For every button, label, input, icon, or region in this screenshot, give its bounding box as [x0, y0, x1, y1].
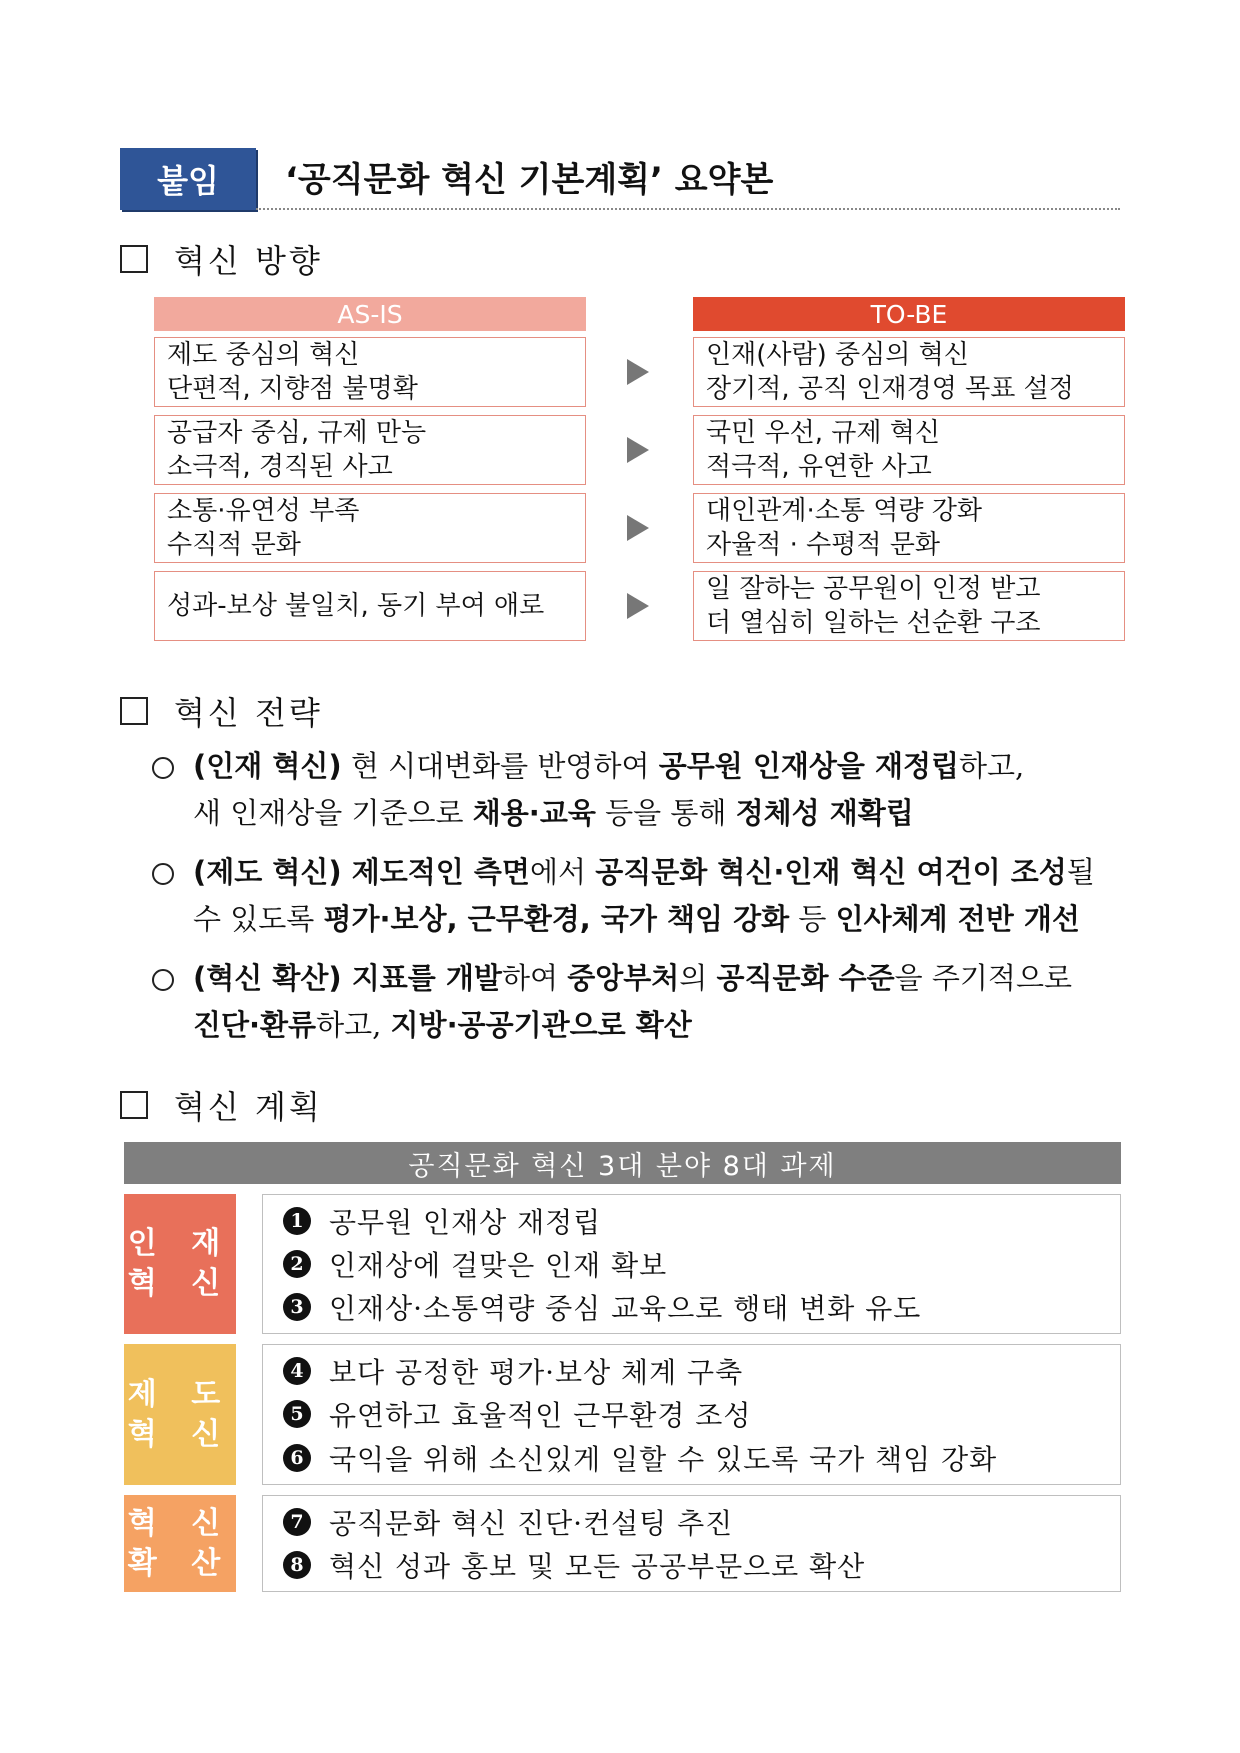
tobe-line: 대인관계·소통 역량 강화 — [706, 496, 982, 526]
strategy-emphasis: (인재 혁신) — [193, 749, 342, 783]
strategy-text-line — [193, 789, 1123, 837]
strategy-emphasis: 공직문화 수준 — [716, 961, 895, 995]
asis-box — [154, 493, 586, 563]
tobe-line: 장기적, 공직 인재경영 목표 설정 — [706, 374, 1074, 404]
strategy-emphasis: 공무원 인재상을 재정립 — [658, 749, 960, 783]
arrow-right-icon — [627, 515, 649, 541]
task-text: 공무원 인재상 재정립 — [329, 1205, 602, 1239]
number-circle-icon: 6 — [283, 1444, 311, 1472]
strategy-emphasis: (제도 혁신) 제도적인 측면 — [193, 855, 530, 889]
title-divider — [256, 208, 1120, 210]
asis-box — [154, 571, 586, 641]
task-text: 국익을 위해 소신있게 일할 수 있도록 국가 책임 강화 — [329, 1443, 998, 1477]
strategy-emphasis: 중앙부처 — [567, 961, 680, 995]
tobe-line: 더 열심히 일하는 선순환 구조 — [706, 608, 1041, 638]
section-plan-heading — [120, 1082, 323, 1128]
checkbox-bullet-icon — [120, 245, 148, 273]
strategy-text-line — [193, 895, 1123, 943]
tobe-box — [693, 571, 1125, 641]
section-direction-heading — [120, 236, 323, 282]
strategy-text: 등을 통해 — [595, 796, 736, 830]
asis-box — [154, 337, 586, 407]
asis-line: 소극적, 경직된 사고 — [167, 452, 393, 482]
section-strategy-label: 혁신 전략 — [174, 694, 323, 732]
asis-line: 소통·유연성 부족 — [167, 496, 360, 526]
arrow-right-icon — [627, 593, 649, 619]
number-circle-icon: 8 — [283, 1551, 311, 1579]
attachment-badge: 붙임 — [120, 148, 256, 210]
category-label-line: 인 재 — [127, 1226, 233, 1261]
task-text: 보다 공정한 평가·보상 체계 구축 — [329, 1355, 744, 1389]
arrow-right-icon — [627, 359, 649, 385]
number-circle-icon: 3 — [283, 1293, 311, 1321]
strategy-text: 현 시대변화를 반영하여 — [341, 749, 659, 783]
task-box — [262, 1194, 1121, 1334]
checkbox-bullet-icon — [120, 697, 148, 725]
strategy-text: 하여 — [501, 961, 568, 995]
task-item — [283, 1351, 1100, 1391]
strategy-text-line — [193, 742, 1123, 790]
tobe-line: 적극적, 유연한 사고 — [706, 452, 932, 482]
number-circle-icon: 4 — [283, 1357, 311, 1385]
asis-line: 성과-보상 불일치, 동기 부여 애로 — [167, 591, 545, 621]
task-item — [283, 1438, 1100, 1478]
tobe-header: TO-BE — [693, 297, 1125, 331]
category-label — [124, 1495, 236, 1592]
asis-line: 수직적 문화 — [167, 530, 301, 560]
strategy-emphasis: 채용·교육 — [472, 796, 596, 830]
arrow-right-icon — [627, 437, 649, 463]
task-text: 인재상·소통역량 중심 교육으로 행태 변화 유도 — [329, 1292, 922, 1326]
task-text: 혁신 성과 홍보 및 모든 공공부문으로 확산 — [329, 1550, 866, 1584]
number-circle-icon: 2 — [283, 1250, 311, 1278]
tobe-line: 인재(사람) 중심의 혁신 — [706, 340, 969, 370]
plan-table-header: 공직문화 혁신 3대 분야 8대 과제 — [124, 1142, 1121, 1184]
checkbox-bullet-icon — [120, 1091, 148, 1119]
task-box — [262, 1495, 1121, 1592]
task-item — [283, 1545, 1100, 1585]
circle-bullet-icon — [152, 757, 174, 779]
category-label — [124, 1194, 236, 1334]
asis-line: 제도 중심의 혁신 — [167, 340, 360, 370]
tobe-box — [693, 337, 1125, 407]
task-item — [283, 1287, 1100, 1327]
category-label-line: 혁 신 — [127, 1505, 233, 1541]
strategy-text: 하고, — [316, 1008, 391, 1042]
tobe-line: 일 잘하는 공무원이 인정 받고 — [706, 574, 1041, 604]
strategy-text-line — [193, 954, 1123, 1002]
strategy-text: 될 — [1066, 855, 1095, 889]
category-label-line: 혁 신 — [127, 1266, 233, 1301]
asis-line: 공급자 중심, 규제 만능 — [167, 418, 427, 448]
strategy-text: 하고, — [959, 749, 1025, 783]
strategy-emphasis: (혁신 확산) 지표를 개발 — [193, 961, 502, 995]
category-label-line: 혁 신 — [127, 1416, 233, 1452]
category-label — [124, 1344, 236, 1485]
strategy-emphasis: 진단·환류 — [193, 1008, 317, 1042]
asis-line: 단편적, 지향점 불명확 — [167, 374, 418, 404]
category-label-line: 제 도 — [127, 1376, 233, 1412]
strategy-text: 등 — [789, 902, 836, 936]
asis-box — [154, 415, 586, 485]
task-text: 유연하고 효율적인 근무환경 조성 — [329, 1399, 752, 1433]
strategy-emphasis: 인사체계 전반 개선 — [835, 902, 1080, 936]
tobe-line: 자율적 · 수평적 문화 — [706, 530, 940, 560]
strategy-text-line — [193, 848, 1123, 896]
circle-bullet-icon — [152, 863, 174, 885]
section-strategy-heading — [120, 688, 323, 734]
strategy-text: 새 인재상을 기준으로 — [193, 796, 473, 830]
strategy-emphasis: 평가·보상, 근무환경, 국가 책임 강화 — [323, 902, 790, 936]
task-box — [262, 1344, 1121, 1485]
strategy-text: 의 — [679, 961, 717, 995]
tobe-box — [693, 415, 1125, 485]
section-direction-label: 혁신 방향 — [174, 242, 323, 280]
strategy-text: 에서 — [529, 855, 596, 889]
circle-bullet-icon — [152, 969, 174, 991]
asis-header: AS-IS — [154, 297, 586, 331]
strategy-text: 을 주기적으로 — [894, 961, 1072, 995]
tobe-box — [693, 493, 1125, 563]
task-text: 인재상에 걸맞은 인재 확보 — [329, 1248, 668, 1282]
section-plan-label: 혁신 계획 — [174, 1088, 323, 1126]
strategy-emphasis: 정체성 재확립 — [735, 796, 914, 830]
number-circle-icon: 5 — [283, 1400, 311, 1428]
strategy-text: 수 있도록 — [193, 902, 324, 936]
strategy-emphasis: 공직문화 혁신·인재 혁신 여건이 조성 — [595, 855, 1067, 889]
task-text: 공직문화 혁신 진단·컨설팅 추진 — [329, 1506, 734, 1540]
number-circle-icon: 7 — [283, 1508, 311, 1536]
task-item — [283, 1201, 1100, 1241]
strategy-emphasis: 지방·공공기관으로 확산 — [390, 1008, 692, 1042]
tobe-line: 국민 우선, 규제 혁신 — [706, 418, 940, 448]
number-circle-icon: 1 — [283, 1207, 311, 1235]
document-title: ‘공직문화 혁신 기본계획’ 요약본 — [285, 160, 774, 200]
task-item — [283, 1394, 1100, 1434]
task-item — [283, 1244, 1100, 1284]
category-label-line: 확 산 — [127, 1545, 233, 1581]
strategy-text-line — [193, 1001, 1123, 1049]
task-item — [283, 1502, 1100, 1542]
